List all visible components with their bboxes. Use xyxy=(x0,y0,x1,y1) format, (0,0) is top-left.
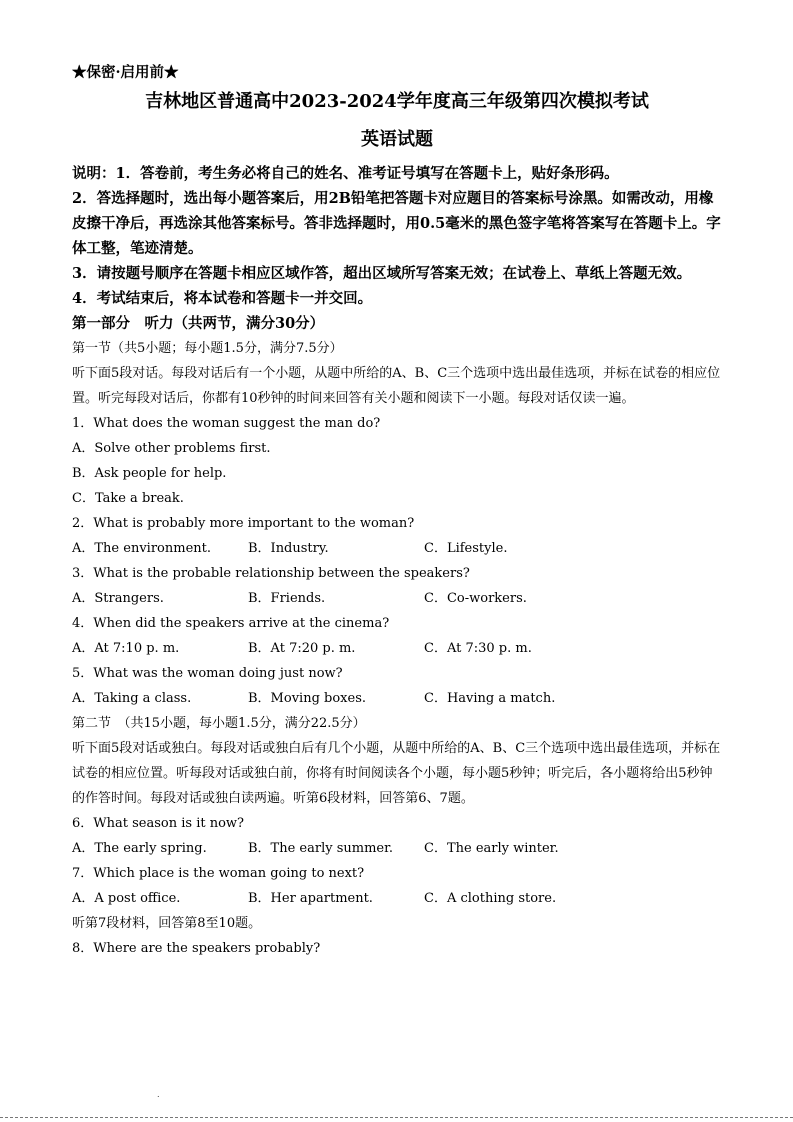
section1-directions: 听下面5段对话。每段对话后有一个小题，从题中所给的A、B、C三个选项中选出最佳选项，并标在试卷的相应位置。听完每段对话后，你都有10秒钟的时间来回答有关小题和阅读下一小题。每段对话仅读一遍。 xyxy=(72,366,721,406)
exam-subtitle: 英语试题 xyxy=(361,129,433,150)
exam-title: 吉林地区普通高中2023-2024学年度高三年级第四次模拟考试 xyxy=(145,91,649,112)
question-7-option-c: C．A clothing store. xyxy=(424,891,557,906)
question-2-options xyxy=(72,536,722,561)
instruction-4: 4．考试结束后，将本试卷和答题卡一并交回。 xyxy=(72,290,373,307)
question-5-options xyxy=(72,686,722,711)
question-2: 2．What is probably more important to the woman? xyxy=(72,516,415,531)
question-8: 8．Where are the speakers probably? xyxy=(72,941,321,956)
question-3-options xyxy=(72,586,722,611)
section1-title: 第一节（共5小题；每小题1.5分，满分7.5分） xyxy=(72,341,343,356)
question-7-options xyxy=(72,886,722,911)
question-7-option-a: A．A post office. xyxy=(72,891,181,906)
question-2-option-b: B．Industry. xyxy=(248,541,329,556)
question-2-option-a: A．The environment. xyxy=(72,541,211,556)
question-1-option-c: C．Take a break. xyxy=(72,491,184,506)
instructions xyxy=(72,161,722,311)
page-content xyxy=(72,60,722,961)
instruction-3: 3．请按题号顺序在答题卡相应区域作答，超出区域所写答案无效；在试卷上、草纸上答题无效。 xyxy=(72,265,692,282)
question-3: 3．What is the probable relationship between the speakers? xyxy=(72,566,470,581)
question-4-option-a: A．At 7:10 p. m. xyxy=(72,641,180,656)
material-7-note: 听第7段材料，回答第8至10题。 xyxy=(72,916,262,931)
question-4-option-c: C．At 7:30 p. m. xyxy=(424,641,532,656)
question-2-option-c: C．Lifestyle. xyxy=(424,541,508,556)
question-1-option-b: B．Ask people for help. xyxy=(72,466,227,481)
question-1-option-a: A．Solve other problems first. xyxy=(72,441,271,456)
page-bottom-rule xyxy=(0,1117,793,1118)
question-6-options xyxy=(72,836,722,861)
question-4: 4．When did the speakers arrive at the cinema? xyxy=(72,616,390,631)
section2-title: 第二节 （共15小题，每小题1.5分，满分22.5分） xyxy=(72,716,366,731)
question-5: 5．What was the woman doing just now? xyxy=(72,666,343,681)
question-5-option-a: A．Taking a class. xyxy=(72,691,192,706)
question-3-option-c: C．Co-workers. xyxy=(424,591,527,606)
section2-directions: 听下面5段对话或独白。每段对话或独白后有几个小题，从题中所给的A、B、C三个选项中选出最佳选项，并标在试卷的相应位置。听每段对话或独白前，你将有时间阅读各个小题，每小题5秒钟；听完后，各小题将给出5秒钟的作答时间。每段对话或独白读两遍。听第6段材料，回答第6、7题。 xyxy=(72,741,721,806)
question-6-option-a: A．The early spring. xyxy=(72,841,207,856)
confidential-mark: ★保密·启用前★ xyxy=(72,64,179,81)
question-3-option-b: B．Friends. xyxy=(248,591,326,606)
question-4-option-b: B．At 7:20 p. m. xyxy=(248,641,356,656)
question-5-option-c: C．Having a match. xyxy=(424,691,556,706)
question-7: 7．Which place is the woman going to next? xyxy=(72,866,365,881)
question-3-option-a: A．Strangers. xyxy=(72,591,164,606)
question-7-option-b: B．Her apartment. xyxy=(248,891,373,906)
instruction-2: 2．答选择题时，选出每小题答案后，用2B铅笔把答题卡对应题目的答案标号涂黑。如需改动，用橡皮擦干净后，再选涂其他答案标号。答非选择题时，用0.5毫米的黑色签字笔将答案写在答题卡上。字体工整，笔迹清楚。 xyxy=(72,190,721,257)
question-6: 6．What season is it now? xyxy=(72,816,245,831)
question-4-options xyxy=(72,636,722,661)
question-6-option-b: B．The early summer. xyxy=(248,841,394,856)
question-6-option-c: C．The early winter. xyxy=(424,841,559,856)
question-5-option-b: B．Moving boxes. xyxy=(248,691,366,706)
question-1: 1．What does the woman suggest the man do? xyxy=(72,416,381,431)
part1-title: 第一部分 听力（共两节，满分30分） xyxy=(72,315,325,332)
footer-mark: . xyxy=(157,1090,160,1099)
instruction-1: 说明：1．答卷前，考生务必将自己的姓名、准考证号填写在答题卡上，贴好条形码。 xyxy=(72,165,619,182)
